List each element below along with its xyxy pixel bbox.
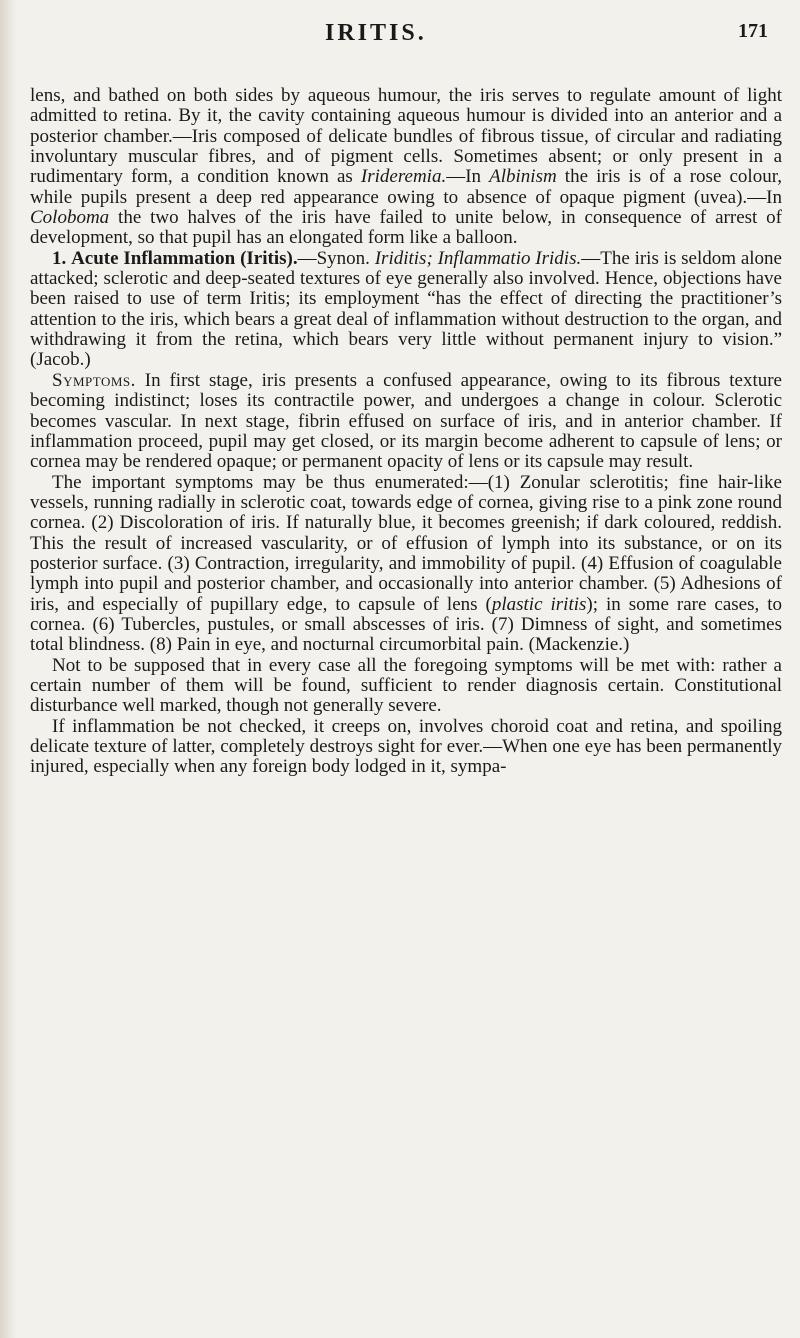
page-number: 171 bbox=[738, 20, 768, 42]
section-number: 1. bbox=[52, 247, 67, 269]
term-albinism: Albinism bbox=[489, 166, 557, 188]
term-irideremia: Irideremia. bbox=[360, 166, 447, 188]
synonyms: Iriditis; Inflammatio Iridis. bbox=[374, 247, 582, 269]
page-header bbox=[0, 18, 800, 58]
symptoms-label: Symptoms. bbox=[52, 369, 136, 391]
paragraph-acute-inflammation: 1. Acute Inflammation (Iritis).—Synon. Iriditis; Inflammatio Iridis.—The iris is seldom alone attacked; sclerotic and deep-seated textures of eye generally also involved. Hence, objections have been raised to use of term Iritis; its employment “has the effect of directing the practitioner’s attention to the iris, which bears a great deal of inflammation without destruction to the organ, and withdrawing it from the retina, which bears very little without permanent injury to vision.” (Jacob.) bbox=[30, 247, 782, 371]
section-heading: Acute Inflammation (Iritis). bbox=[71, 247, 298, 269]
term-plastic-iritis: plastic iritis bbox=[491, 593, 587, 615]
term-coloboma: Coloboma bbox=[30, 207, 110, 229]
paragraph-diagnosis: Not to be supposed that in every case all the foregoing symptoms will be met with: rather a certain number of them will be found, sufficient to render diagnosis certain. Constitutional disturbance well marked, though not generally severe. bbox=[30, 654, 782, 717]
paragraph-anatomy: lens, and bathed on both sides by aqueous humour, the iris serves to regulate amount of light admitted to retina. By it, the cavity containing aqueous humour is divided into an anterior and a posterior chamber.—Iris composed of delicate bundles of fibrous tissue, of circular and radiating involuntary muscular fibres, and of pigment cells. Sometimes absent; or only present in a rudimentary form, a condition known as Irideremia.—In Albinism the iris is of a rose colour, while pupils present a deep red appearance owing to absence of opaque pigment (uvea).—In Coloboma the two halves of the iris have failed to unite below, in consequence of arrest of development, so that pupil has an elongated form like a balloon. bbox=[30, 85, 783, 249]
page-gutter-shadow bbox=[0, 0, 16, 1338]
paragraph-progression: If inflammation be not checked, it creeps on, involves choroid coat and retina, and spoiling delicate texture of latter, completely destroys sight for ever.—When one eye has been permanently injured, especially when any foreign body lodged in it, sympa- bbox=[30, 715, 782, 778]
running-title: IRITIS. bbox=[325, 20, 427, 46]
paragraph-symptom-list: The important symptoms may be thus enumerated:—(1) Zonular sclerotitis; fine hair-like vessels, running radially in sclerotic coat, towards edge of cornea, giving rise to a pink zone round cornea. (2) Discoloration of iris. If naturally blue, it becomes greenish; if dark coloured, reddish. This the result of increased vascularity, or of effusion of lymph into its substance, or on its posterior surface. (3) Contraction, irregularity, and immobility of pupil. (4) Effusion of coagulable lymph into pupil and posterior chamber, and occasionally into anterior chamber. (5) Adhesions of iris, and especially of pupillary edge, to capsule of lens (plastic iritis); in some rare cases, to cornea. (6) Tubercles, pustules, or small abscesses of iris. (7) Dimness of sight, and sometimes total blindness. (8) Pain in eye, and nocturnal circumorbital pain. (Mackenzie.) bbox=[30, 471, 782, 656]
paragraph-symptoms: Symptoms. In first stage, iris presents a confused appearance, owing to its fibrous texture becoming indistinct; loses its contractile power, and undergoes a change in colour. Sclerotic becomes vascular. In next stage, fibrin effused on surface of iris, and in anterior chamber. If inflammation proceed, pupil may get closed, or its margin become adherent to capsule of lens; or cornea may be rendered opaque; or permanent opacity of lens or its capsule may result. bbox=[30, 369, 782, 473]
body-text bbox=[30, 86, 782, 778]
